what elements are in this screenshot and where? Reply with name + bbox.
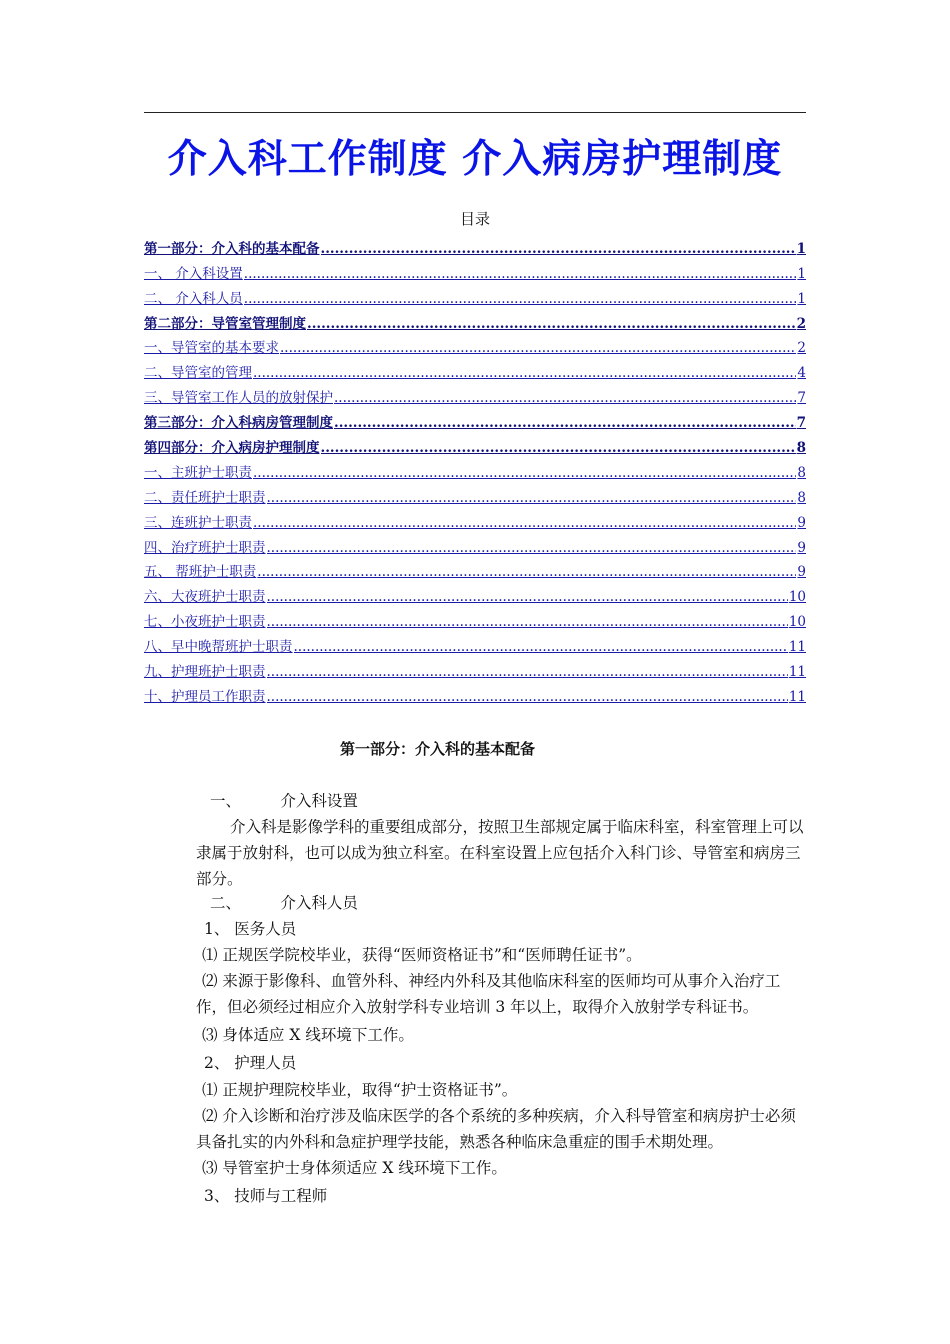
toc-entry-label: 三、导管室工作人员的放射保护 xyxy=(144,390,333,407)
toc-leader-dots xyxy=(253,365,796,381)
toc-leader-dots xyxy=(267,614,788,630)
table-of-contents xyxy=(144,232,806,705)
toc-entry-page: 11 xyxy=(788,639,806,656)
toc-leader-dots xyxy=(321,440,796,456)
toc-entry[interactable] xyxy=(144,655,806,680)
toc-entry-label: 二、 介入科人员 xyxy=(144,290,243,307)
toc-leader-dots xyxy=(267,490,797,506)
header-rule xyxy=(144,112,806,113)
toc-leader-dots xyxy=(267,664,788,680)
toc-leader-dots xyxy=(257,564,796,580)
toc-entry[interactable] xyxy=(144,580,806,605)
toc-leader-dots xyxy=(267,689,788,705)
toc-entry-page: 2 xyxy=(797,340,806,357)
toc-entry-page: 7 xyxy=(797,390,806,407)
toc-entry-page: 11 xyxy=(788,688,806,705)
toc-leader-dots xyxy=(253,465,796,481)
toc-entry-page: 2 xyxy=(796,315,806,332)
toc-entry-page: 9 xyxy=(797,514,806,531)
toc-entry-label: 七、小夜班护士职责 xyxy=(144,614,266,631)
toc-leader-dots xyxy=(244,266,797,282)
list-item-text: ⑵ 来源于影像科、血管外科、神经内外科及其他临床科室的医师均可从事介入治疗工作，但必须经过相应介入放射学科专业培训 3 年以上，取得介入放射学专科证书。 xyxy=(196,972,781,1016)
toc-leader-dots xyxy=(321,241,796,257)
toc-leader-dots xyxy=(294,639,788,655)
toc-leader-dots xyxy=(334,415,796,431)
toc-entry-label: 第一部分：介入科的基本配备 xyxy=(144,240,320,257)
document-title: 介入科工作制度 介入病房护理制度 xyxy=(167,137,783,182)
list-item-text: ⑶ 导管室护士身体须适应 X 线环境下工作。 xyxy=(202,1159,507,1177)
toc-entry-label: 十、护理员工作职责 xyxy=(144,688,266,705)
toc-entry[interactable] xyxy=(144,431,806,456)
toc-entry[interactable] xyxy=(144,282,806,307)
paragraph-text: 介入科是影像学科的重要组成部分，按照卫生部规定属于临床科室，科室管理上可以隶属于放射科，也可以成为独立科室。在科室设置上应包括介入科门诊、导管室和病房三部分。 xyxy=(196,818,804,888)
toc-entry[interactable] xyxy=(144,556,806,581)
toc-entry-page: 1 xyxy=(796,240,806,257)
toc-entry-page: 8 xyxy=(797,489,806,506)
toc-entry-page: 1 xyxy=(797,265,806,282)
list-heading xyxy=(196,916,810,942)
toc-entry[interactable] xyxy=(144,232,806,257)
section-heading: 第一部分：介入科的基本配备 xyxy=(339,740,535,758)
toc-entry-label: 一、主班护士职责 xyxy=(144,464,252,481)
toc-entry[interactable] xyxy=(144,406,806,431)
toc-entry-page: 1 xyxy=(797,290,806,307)
toc-entry[interactable] xyxy=(144,307,806,332)
toc-entry-page: 10 xyxy=(788,614,806,631)
subsection-heading: 二、 介入科人员 xyxy=(210,894,358,912)
toc-entry-page: 9 xyxy=(797,564,806,581)
toc-entry-label: 二、责任班护士职责 xyxy=(144,489,266,506)
toc-entry[interactable] xyxy=(144,680,806,705)
toc-entry[interactable] xyxy=(144,481,806,506)
toc-entry-label: 四、治疗班护士职责 xyxy=(144,539,266,556)
subsection-heading: 一、 介入科设置 xyxy=(210,792,358,810)
paragraph xyxy=(196,814,810,892)
toc-heading: 目录 xyxy=(459,210,490,228)
toc-entry-page: 10 xyxy=(788,589,806,606)
para-section-2 xyxy=(196,890,810,916)
toc-leader-dots xyxy=(334,390,796,406)
toc-entry-label: 第三部分：介入科病房管理制度 xyxy=(144,415,333,432)
toc-entry-page: 9 xyxy=(797,539,806,556)
toc-entry[interactable] xyxy=(144,630,806,655)
list-item xyxy=(196,942,810,968)
toc-entry[interactable] xyxy=(144,506,806,531)
toc-entry-label: 第四部分：介入病房护理制度 xyxy=(144,440,320,457)
toc-entry-label: 九、护理班护士职责 xyxy=(144,664,266,681)
para-section-1 xyxy=(196,788,810,814)
toc-entry-label: 三、连班护士职责 xyxy=(144,514,252,531)
list-item xyxy=(196,1103,810,1155)
toc-leader-dots xyxy=(244,291,797,307)
toc-entry-page: 7 xyxy=(796,415,806,432)
toc-entry-page: 8 xyxy=(797,464,806,481)
list-item xyxy=(196,1077,810,1103)
list-heading-text: 3、 技师与工程师 xyxy=(204,1187,328,1205)
toc-leader-dots xyxy=(267,589,788,605)
toc-entry-label: 第二部分：导管室管理制度 xyxy=(144,315,306,332)
toc-leader-dots xyxy=(307,316,796,332)
list-item-text: ⑶ 身体适应 X 线环境下工作。 xyxy=(202,1026,414,1044)
toc-entry-page: 11 xyxy=(788,664,806,681)
toc-entry[interactable] xyxy=(144,456,806,481)
list-item xyxy=(196,1155,810,1181)
toc-entry[interactable] xyxy=(144,257,806,282)
toc-entry[interactable] xyxy=(144,531,806,556)
list-item-text: ⑴ 正规护理院校毕业，取得“护士资格证书”。 xyxy=(202,1081,518,1099)
list-heading-text: 2、 护理人员 xyxy=(204,1054,297,1072)
toc-entry[interactable] xyxy=(144,381,806,406)
list-item-text: ⑴ 正规医学院校毕业，获得“医师资格证书”和“医师聘任证书”。 xyxy=(202,946,642,964)
list-heading-text: 1、 医务人员 xyxy=(204,920,297,938)
toc-leader-dots xyxy=(267,540,797,556)
toc-entry-label: 一、 介入科设置 xyxy=(144,265,243,282)
toc-entry-page: 4 xyxy=(797,365,806,382)
toc-leader-dots xyxy=(253,515,796,531)
toc-entry-label: 二、导管室的管理 xyxy=(144,365,252,382)
toc-entry-label: 八、早中晚帮班护士职责 xyxy=(144,639,293,656)
toc-entry-page: 8 xyxy=(796,440,806,457)
list-item-text: ⑵ 介入诊断和治疗涉及临床医学的各个系统的多种疾病，介入科导管室和病房护士必须具备扎实的内外科和急症护理学技能，熟悉各种临床急重症的围手术期处理。 xyxy=(196,1107,796,1151)
list-heading xyxy=(196,1183,810,1209)
toc-entry[interactable] xyxy=(144,605,806,630)
list-heading xyxy=(196,1050,810,1076)
list-item xyxy=(196,968,810,1020)
list-item xyxy=(196,1022,810,1048)
toc-leader-dots xyxy=(280,340,796,356)
toc-entry[interactable] xyxy=(144,332,806,357)
toc-entry-label: 五、 帮班护士职责 xyxy=(144,564,257,581)
toc-entry[interactable] xyxy=(144,356,806,381)
toc-entry-label: 六、大夜班护士职责 xyxy=(144,589,266,606)
toc-entry-label: 一、导管室的基本要求 xyxy=(144,340,279,357)
